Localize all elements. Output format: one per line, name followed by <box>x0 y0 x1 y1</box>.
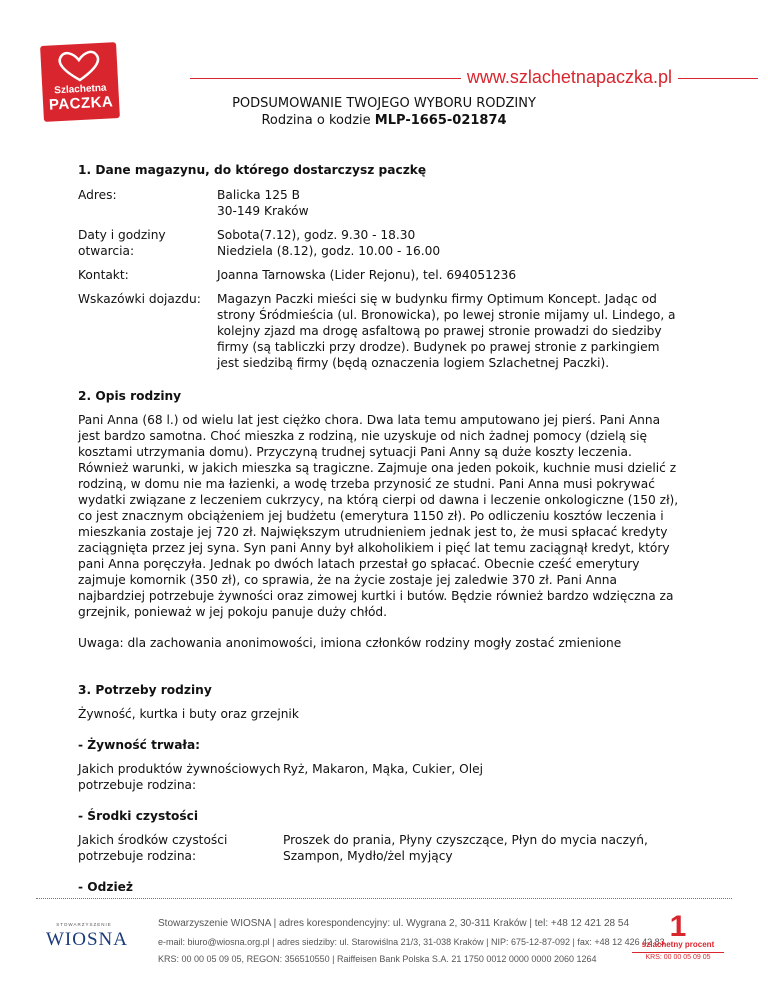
logo-line2: PACZKA <box>48 93 114 114</box>
clothing-heading: - Odzież <box>78 880 134 894</box>
needs-summary: Żywność, kurtka i buty oraz grzejnik <box>78 707 299 721</box>
logo-line1: Szlachetna <box>54 82 107 97</box>
contact-value: Joanna Tarnowska (Lider Rejonu), tel. 694051236 <box>217 268 517 282</box>
section1-heading: 1. Dane magazynu, do którego dostarczysz paczkę <box>78 163 427 177</box>
family-description: Pani Anna (68 l.) od wielu lat jest ciężko chora. Dwa lata temu amputowano jej pierś. Pani Anna jest bardzo samotna. Choć mieszka z rodziną, nie uzyskuje od nich żadnej pomocy (dzielą się kosztami utrzymania domu). Przyczyną trudnej sytuacji Pani Anny są duże koszty leczenia. Również warunki, w jakich mieszka są tragiczne. Zajmuje ona jeden pokoik, kuchnie musi dzielić z rodziną, w domu nie ma łazienki, a wodę trzeba przynosić ze studni. Pani Anna musi pokrywać wydatki związane z leczeniem cukrzycy, na którą cierpi od dawna i leczenie onkologiczne (150 zł), co jest znacznym obciążeniem jej budżetu (emerytura 1150 zł). Po odliczeniu kosztów leczenia i mieszkania zostaje jej 720 zł. Największym utrudnieniem jednak jest to, że musi spłacać kredyty zaciągnięta przez jej syna. Syn pani Anny był alkoholikiem i pięć lat temu zaciągnął kredyt, który pani Anna poręczyła. Jednak po dwóch latach przestał go spłacać. Obecnie cześć emerytury zajmuje komornik (350 zł), co sprawia, że na życie zostaje jej zaledwie 370 zł. Pani Anna najbardziej potrzebuje żywności oraz zimowej kurtki i butów. Będzie również bardzo wdzięczna za grzejnik, ponieważ w jej pokoju panuje duży chłód. <box>78 413 679 619</box>
szlachetny-procent-logo <box>632 912 724 964</box>
cleaning-heading: - Środki czystości <box>78 809 199 823</box>
procent-digit: 1 <box>669 910 687 943</box>
hours-line2: Niedziela (8.12), godz. 10.00 - 16.00 <box>217 244 441 258</box>
page-subtitle <box>0 113 768 129</box>
address-line2: 30-149 Kraków <box>217 204 309 218</box>
procent-text: szlachetny procent <box>641 940 715 949</box>
hours-line1: Sobota(7.12), godz. 9.30 - 18.30 <box>217 228 416 242</box>
heart-icon <box>52 47 106 86</box>
website-url[interactable]: www.szlachetnapaczka.pl <box>461 66 678 88</box>
section2-heading: 2. Opis rodziny <box>78 389 182 403</box>
cleaning-label: Jakich środków czystości potrzebuje rodzina: <box>78 833 228 863</box>
wiosna-logo-top: STOWARZYSZENIE <box>56 922 112 927</box>
food-heading: - Żywność trwała: <box>78 738 201 752</box>
wiosna-logo <box>46 915 128 965</box>
anonymity-note: Uwaga: dla zachowania anonimowości, imiona członków rodziny mogły zostać zmienione <box>78 636 622 650</box>
footer-divider <box>36 898 732 899</box>
hours-label: Daty i godziny otwarcia: <box>78 228 166 258</box>
procent-krs: KRS: 00 00 05 09 05 <box>632 952 724 963</box>
directions-label: Wskazówki dojazdu: <box>78 292 201 306</box>
address-row <box>78 187 684 219</box>
cleaning-row <box>78 832 684 864</box>
address-label: Adres: <box>78 188 117 202</box>
subtitle-prefix: Rodzina o kodzie <box>261 113 371 128</box>
section3-heading: 3. Potrzeby rodziny <box>78 683 212 697</box>
family-code: MLP-1665-021874 <box>374 113 507 128</box>
food-row <box>78 761 684 793</box>
directions-value: Magazyn Paczki mieści się w budynku firmy Optimum Koncept. Jadąc od strony Śródmieścia (ul. Bronowicka), po lewej stronie mijamy ul. Lindego, a kolejny zjazd ma drogę asfaltową po prawej stronie prowadzi do siedziby firmy (są tabliczki przy drodze). Budynek po prawej stronie z parkingiem jest siedzibą firmy (będą oznaczenia logiem Szlachetnej Paczki). <box>217 292 676 370</box>
cleaning-value: Proszek do prania, Płyny czyszczące, Płyn do mycia naczyń, Szampon, Mydło/żel myjący <box>283 833 648 863</box>
hours-value <box>217 227 684 259</box>
address-line1: Balicka 125 B <box>217 188 300 202</box>
food-label: Jakich produktów żywnościowych potrzebuje rodzina: <box>78 762 281 792</box>
hours-row <box>78 227 684 259</box>
food-value: Ryż, Makaron, Mąka, Cukier, Olej <box>283 762 483 776</box>
address-value <box>217 187 684 219</box>
contact-row <box>78 267 684 283</box>
footer-line2: e-mail: biuro@wiosna.org.pl | adres siedziby: ul. Starowiślna 21/3, 31-038 Kraków | NIP: 675-12-87-092 | fax: +48 12 426 42 83 <box>158 937 665 947</box>
directions-row <box>78 291 684 371</box>
footer-line1: Stowarzyszenie WIOSNA | adres korespondencyjny: ul. Wygrana 2, 30-311 Kraków | tel: +48 12 421 28 54 <box>158 918 630 929</box>
footer-line3: KRS: 00 00 05 09 05, REGON: 356510550 | Raiffeisen Bank Polska S.A. 21 1750 0012 0000 0000 2060 1264 <box>158 954 597 964</box>
document-body <box>78 162 684 895</box>
wiosna-logo-name: WIOSNA <box>46 929 128 950</box>
page-title: PODSUMOWANIE TWOJEGO WYBORU RODZINY <box>232 96 536 111</box>
contact-label: Kontakt: <box>78 268 129 282</box>
